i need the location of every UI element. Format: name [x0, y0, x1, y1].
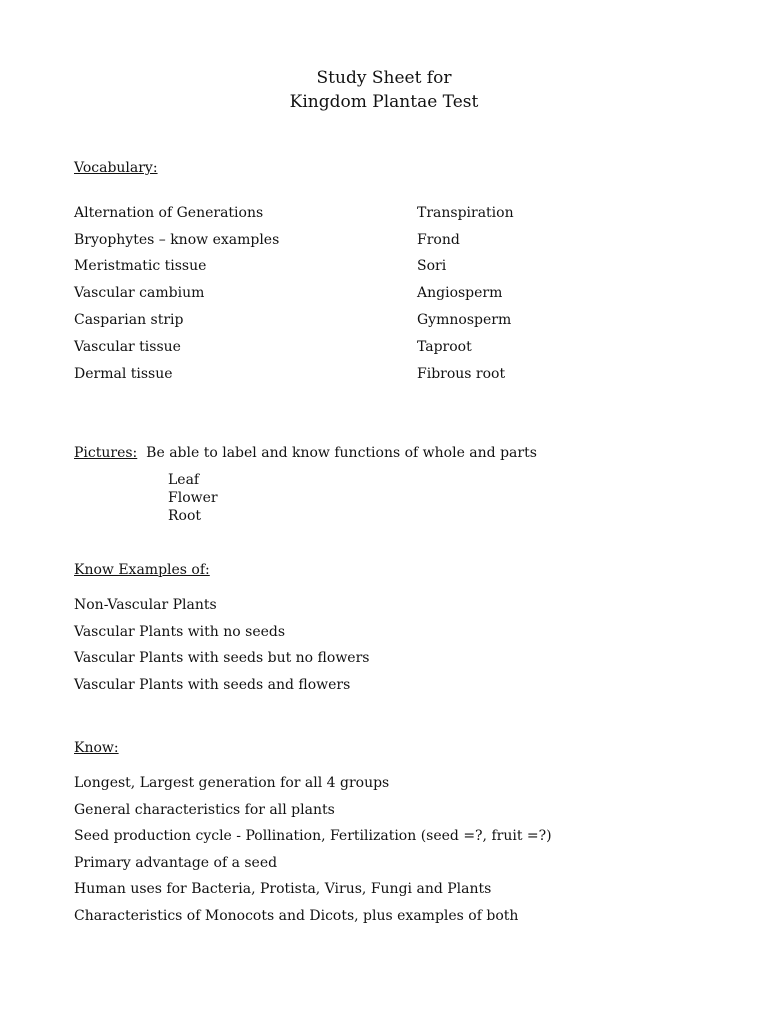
know-item: Primary advantage of a seed	[74, 855, 278, 871]
example-item: Vascular Plants with seeds but no flowers	[74, 650, 370, 666]
page-title	[0, 66, 768, 114]
vocab-left-item: Casparian strip	[74, 312, 184, 328]
vocab-right-item: Sori	[417, 258, 447, 274]
vocab-left-item: Vascular cambium	[74, 285, 205, 301]
title-line-1: Study Sheet for	[316, 68, 452, 88]
vocabulary-heading: Vocabulary:	[74, 160, 158, 176]
example-item: Vascular Plants with no seeds	[74, 624, 286, 640]
pictures-line	[74, 445, 537, 461]
title-line-2: Kingdom Plantae Test	[289, 92, 479, 112]
example-item: Vascular Plants with seeds and flowers	[74, 677, 351, 693]
picture-item: Root	[168, 508, 202, 524]
vocab-left-item: Bryophytes – know examples	[74, 232, 280, 248]
know-item: Characteristics of Monocots and Dicots, plus examples of both	[74, 908, 519, 924]
know-item: Longest, Largest generation for all 4 groups	[74, 775, 390, 791]
picture-item: Flower	[168, 490, 218, 506]
know-item: General characteristics for all plants	[74, 802, 335, 818]
vocab-left-item: Meristmatic tissue	[74, 258, 207, 274]
picture-item: Leaf	[168, 472, 200, 488]
pictures-heading: Pictures:	[74, 445, 138, 461]
example-item: Non-Vascular Plants	[74, 597, 217, 613]
vocab-right-item: Gymnosperm	[417, 312, 512, 328]
vocab-right-item: Taproot	[417, 339, 472, 355]
vocab-left-item: Alternation of Generations	[74, 205, 264, 221]
vocab-right-item: Transpiration	[417, 205, 514, 221]
vocab-right-item: Fibrous root	[417, 366, 506, 382]
vocab-left-item: Dermal tissue	[74, 366, 173, 382]
vocab-left-item: Vascular tissue	[74, 339, 181, 355]
vocab-right-item: Frond	[417, 232, 460, 248]
examples-heading: Know Examples of:	[74, 562, 210, 578]
know-item: Seed production cycle - Pollination, Fertilization (seed =?, fruit =?)	[74, 828, 552, 844]
know-heading: Know:	[74, 740, 119, 756]
pictures-instruction: Be able to label and know functions of whole and parts	[146, 445, 537, 461]
know-item: Human uses for Bacteria, Protista, Virus, Fungi and Plants	[74, 881, 492, 897]
vocab-right-item: Angiosperm	[417, 285, 503, 301]
